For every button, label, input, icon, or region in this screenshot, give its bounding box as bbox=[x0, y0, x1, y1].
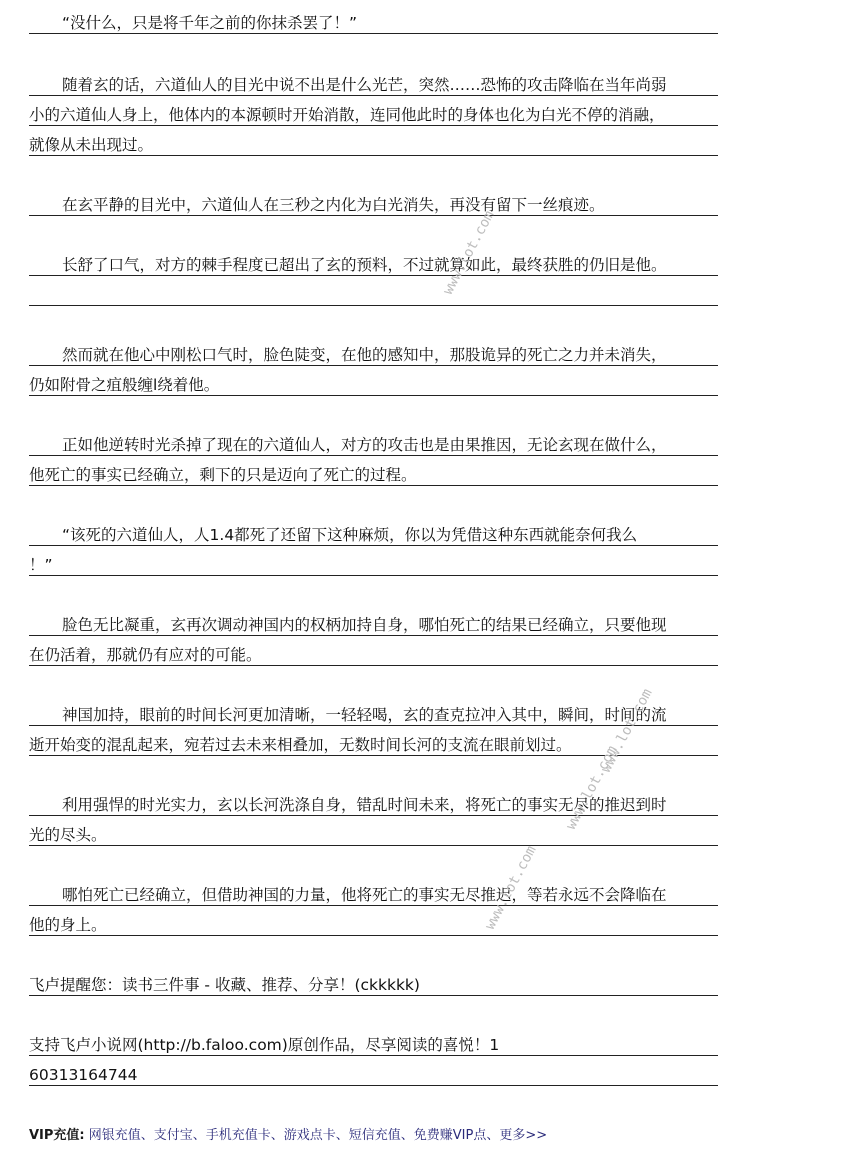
site-support-note: 支持飞卢小说网(http://b.faloo.com)原创作品，尽享阅读的喜悦！1 bbox=[29, 1034, 718, 1056]
text-line: 他的身上。 bbox=[29, 914, 718, 936]
watermark: www.lot.com bbox=[598, 686, 656, 776]
watermark: www.lot.com bbox=[563, 743, 621, 833]
vip-recharge-bar bbox=[29, 1126, 547, 1146]
text-line: 就像从未出现过。 bbox=[29, 134, 718, 156]
text-line bbox=[29, 284, 718, 306]
vip-label: VIP充值: bbox=[29, 1128, 85, 1143]
text-line: 神国加持，眼前的时间长河更加清晰，一轻轻喝，玄的查克拉冲入其中，瞬间，时间的流 bbox=[29, 704, 718, 726]
text-line: ！” bbox=[29, 554, 718, 576]
site-support-note-continued: 60313164744 bbox=[29, 1064, 718, 1086]
text-line: 光的尽头。 bbox=[29, 824, 718, 846]
text-line: “该死的六道仙人，人1.4都死了还留下这种麻烦，你以为凭借这种东西就能奈何我么 bbox=[29, 524, 718, 546]
watermark: www.lot.com bbox=[482, 843, 540, 933]
text-line: “没什么，只是将千年之前的你抹杀罢了！” bbox=[29, 12, 718, 34]
text-line: 仍如附骨之疽般缠l绕着他。 bbox=[29, 374, 718, 396]
text-line: 在玄平静的目光中，六道仙人在三秒之内化为白光消失，再没有留下一丝痕迹。 bbox=[29, 194, 718, 216]
watermark: www.lot.com bbox=[440, 208, 498, 298]
text-line: 脸色无比凝重，玄再次调动神国内的权柄加持自身，哪怕死亡的结果已经确立，只要他现 bbox=[29, 614, 718, 636]
text-line: 哪怕死亡已经确立，但借助神国的力量，他将死亡的事实无尽推迟，等若永远不会降临在 bbox=[29, 884, 718, 906]
site-reminder: 飞卢提醒您：读书三件事 - 收藏、推荐、分享！(ckkkkk) bbox=[29, 974, 718, 996]
text-line: 在仍活着，那就仍有应对的可能。 bbox=[29, 644, 718, 666]
text-line: 然而就在他心中刚松口气时，脸色陡变，在他的感知中，那股诡异的死亡之力并未消失， bbox=[29, 344, 718, 366]
text-line: 利用强悍的时光实力，玄以长河洗涤自身，错乱时间未来，将死亡的事实无尽的推迟到时 bbox=[29, 794, 718, 816]
text-line: 他死亡的事实已经确立，剩下的只是迈向了死亡的过程。 bbox=[29, 464, 718, 486]
text-line: 小的六道仙人身上，他体内的本源顿时开始消散，连同他此时的身体也化为白光不停的消融， bbox=[29, 104, 718, 126]
text-line: 逝开始变的混乱起来，宛若过去未来相叠加，无数时间长河的支流在眼前划过。 bbox=[29, 734, 718, 756]
text-line: 正如他逆转时光杀掉了现在的六道仙人，对方的攻击也是由果推因，无论玄现在做什么， bbox=[29, 434, 718, 456]
vip-recharge-links[interactable]: 网银充值、支付宝、手机充值卡、游戏点卡、短信充值、免费赚VIP点、更多>> bbox=[88, 1128, 548, 1143]
text-line: 长舒了口气，对方的棘手程度已超出了玄的预料，不过就算如此，最终获胜的仍旧是他。 bbox=[29, 254, 718, 276]
text-line: 随着玄的话，六道仙人的目光中说不出是什么光芒，突然……恐怖的攻击降临在当年尚弱 bbox=[29, 74, 718, 96]
